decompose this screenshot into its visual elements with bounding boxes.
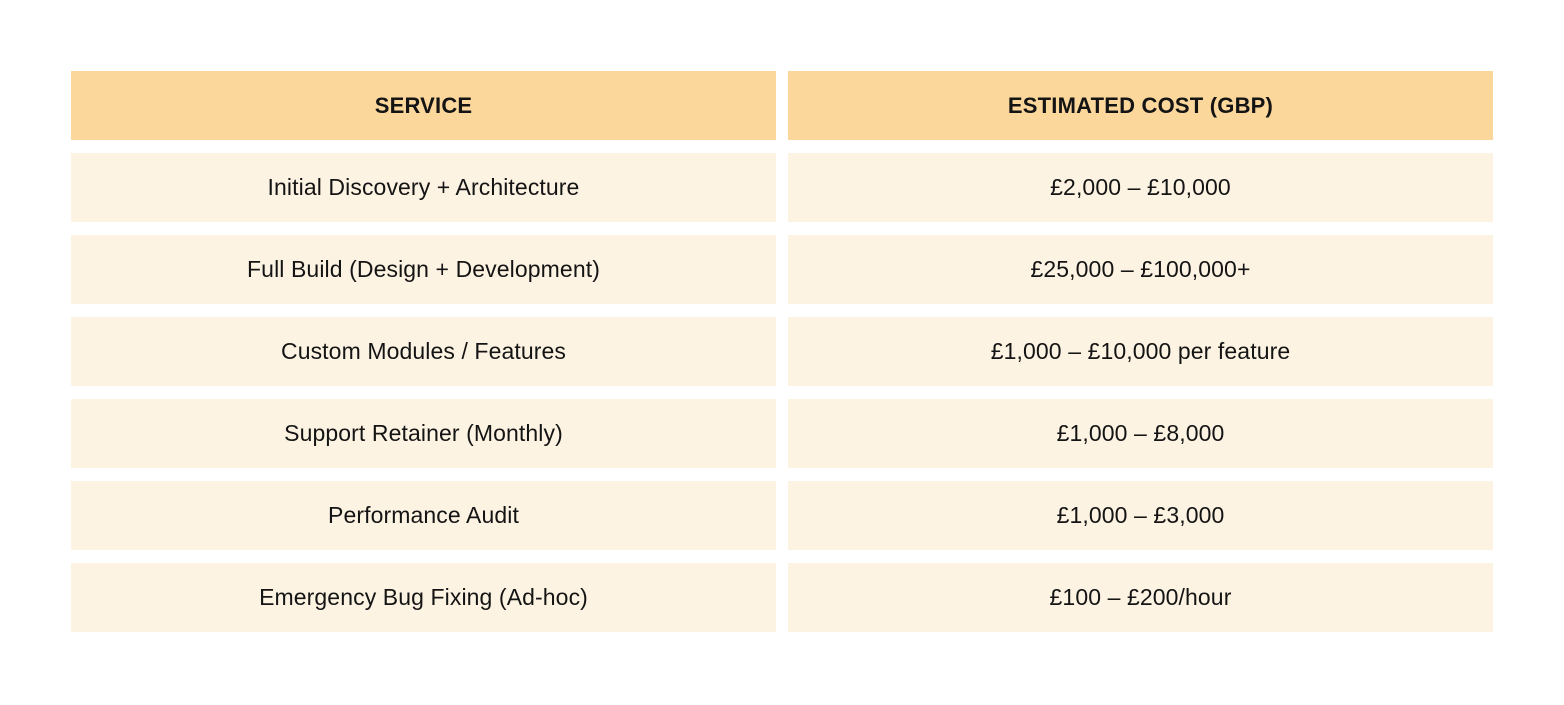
pricing-table: [71, 71, 1493, 632]
row-3-cost: £1,000 – £10,000 per feature: [788, 317, 1493, 386]
row-4-service: Support Retainer (Monthly): [71, 399, 776, 468]
row-2-service: Full Build (Design + Development): [71, 235, 776, 304]
header-service: SERVICE: [71, 71, 776, 140]
row-6-cost: £100 – £200/hour: [788, 563, 1493, 632]
row-4-cost: £1,000 – £8,000: [788, 399, 1493, 468]
row-1-cost: £2,000 – £10,000: [788, 153, 1493, 222]
row-5-cost: £1,000 – £3,000: [788, 481, 1493, 550]
row-3-service: Custom Modules / Features: [71, 317, 776, 386]
row-6-service: Emergency Bug Fixing (Ad-hoc): [71, 563, 776, 632]
header-estimated-cost: ESTIMATED COST (GBP): [788, 71, 1493, 140]
row-2-cost: £25,000 – £100,000+: [788, 235, 1493, 304]
row-1-service: Initial Discovery + Architecture: [71, 153, 776, 222]
row-5-service: Performance Audit: [71, 481, 776, 550]
